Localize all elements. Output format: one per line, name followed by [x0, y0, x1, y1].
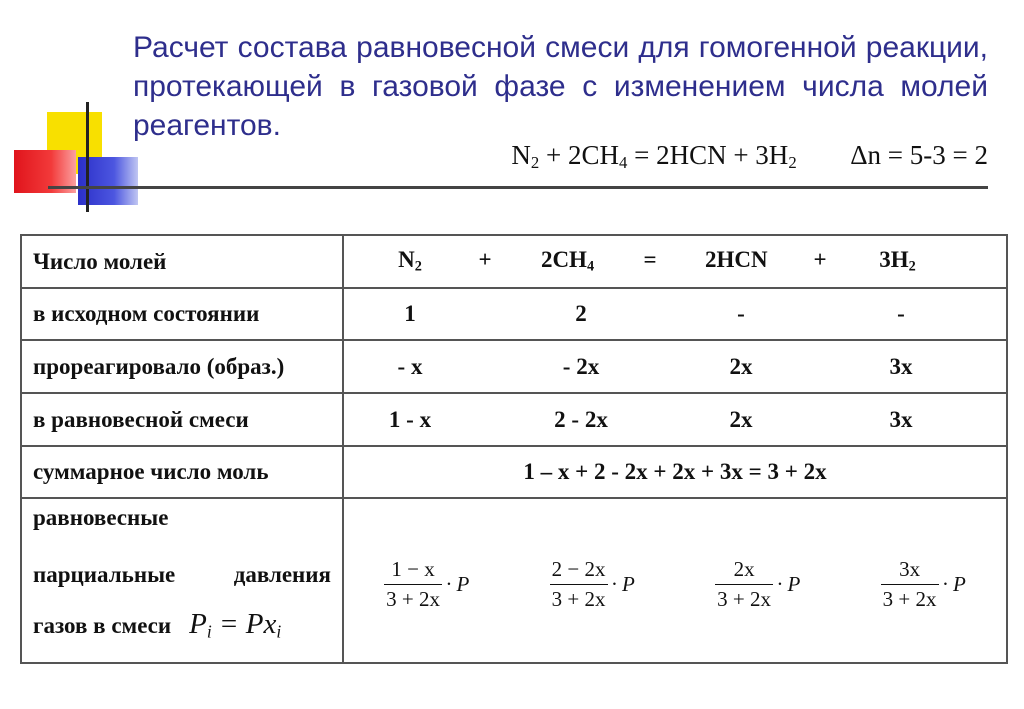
- label-word: парциальные: [33, 562, 176, 588]
- value-cell: - 2x: [562, 353, 600, 379]
- species-n2: $N_2$: [398, 247, 422, 275]
- partial-pressure-formula: $P_i = Px_i$: [189, 608, 282, 642]
- value-cell: 3x: [889, 353, 913, 379]
- row-label: прореагировало (образ.): [21, 340, 343, 393]
- species-h2: $3H_2$: [879, 247, 916, 275]
- value-cell: -: [897, 301, 905, 326]
- pressure-row: [21, 498, 1007, 663]
- value-cell: 1: [404, 301, 416, 326]
- label-word: газов в смеси: [33, 613, 172, 638]
- equation-part: + 2CH: [539, 140, 619, 170]
- row-values: [343, 393, 1007, 446]
- value-cell: 2x: [729, 406, 753, 432]
- equation-subscript: 4: [618, 153, 628, 173]
- pressure-label: [21, 498, 343, 663]
- equals-sign: =: [643, 247, 657, 273]
- delta-n: Δn = 5-3 = 2: [850, 140, 988, 170]
- value-cell: 2: [575, 301, 587, 326]
- label-line: [33, 610, 331, 641]
- decor-vertical-line: [86, 102, 89, 212]
- value-cell: 2 - 2x: [554, 406, 608, 432]
- table-row: [21, 340, 1007, 393]
- fraction-hcn: $\frac{2x}{3 + 2x}$ · P: [717, 557, 801, 611]
- equation-subscript: 2: [788, 153, 797, 173]
- row-label: суммарное число моль: [21, 446, 343, 498]
- row-values: [343, 340, 1007, 393]
- label-line: равновесные: [33, 505, 169, 531]
- sum-expression: 1 – x + 2 - 2x + 2x + 3x = 3 + 2x: [343, 446, 1007, 498]
- species-hcn: 2HCN: [705, 247, 768, 273]
- table-row: [21, 288, 1007, 340]
- fraction-ch4: $\frac{2 - 2x}{3 + 2x}$ · P: [551, 557, 635, 611]
- table-row: [21, 393, 1007, 446]
- slide-title: Расчет состава равновесной смеси для гомогенной реакции, протекающей в газовой фазе с изменением числа молей реагентов.: [133, 31, 988, 142]
- row-label: в исходном состоянии: [21, 288, 343, 340]
- composition-table: [20, 234, 1008, 664]
- value-cell: -: [737, 301, 745, 326]
- plus-sign: +: [478, 247, 492, 273]
- header-label: Число молей: [21, 235, 343, 288]
- equation-part: N: [511, 140, 531, 170]
- pressure-values: [343, 498, 1007, 663]
- reaction-equation: [400, 140, 988, 173]
- equation-part: = 2HCN + 3H: [627, 140, 789, 170]
- species-ch4: $2CH_4$: [540, 247, 595, 275]
- row-values: [343, 288, 1007, 340]
- value-cell: 3x: [889, 406, 913, 432]
- header-species: [343, 235, 1007, 288]
- sum-row: [21, 446, 1007, 498]
- label-line: [33, 563, 331, 586]
- value-cell: - x: [397, 353, 423, 379]
- fraction-h2: $\frac{3x}{3 + 2x}$ · P: [882, 557, 966, 611]
- table-header-row: [21, 235, 1007, 288]
- value-cell: 2x: [729, 353, 753, 379]
- value-cell: 1 - x: [388, 406, 432, 432]
- equation-subscript: 2: [530, 153, 540, 173]
- row-label: в равновесной смеси: [21, 393, 343, 446]
- plus-sign: +: [813, 247, 827, 273]
- fraction-n2: $\frac{1 - x}{3 + 2x}$ · P: [386, 557, 470, 611]
- decor-horizontal-rule: [48, 186, 988, 189]
- label-word: давления: [233, 562, 331, 588]
